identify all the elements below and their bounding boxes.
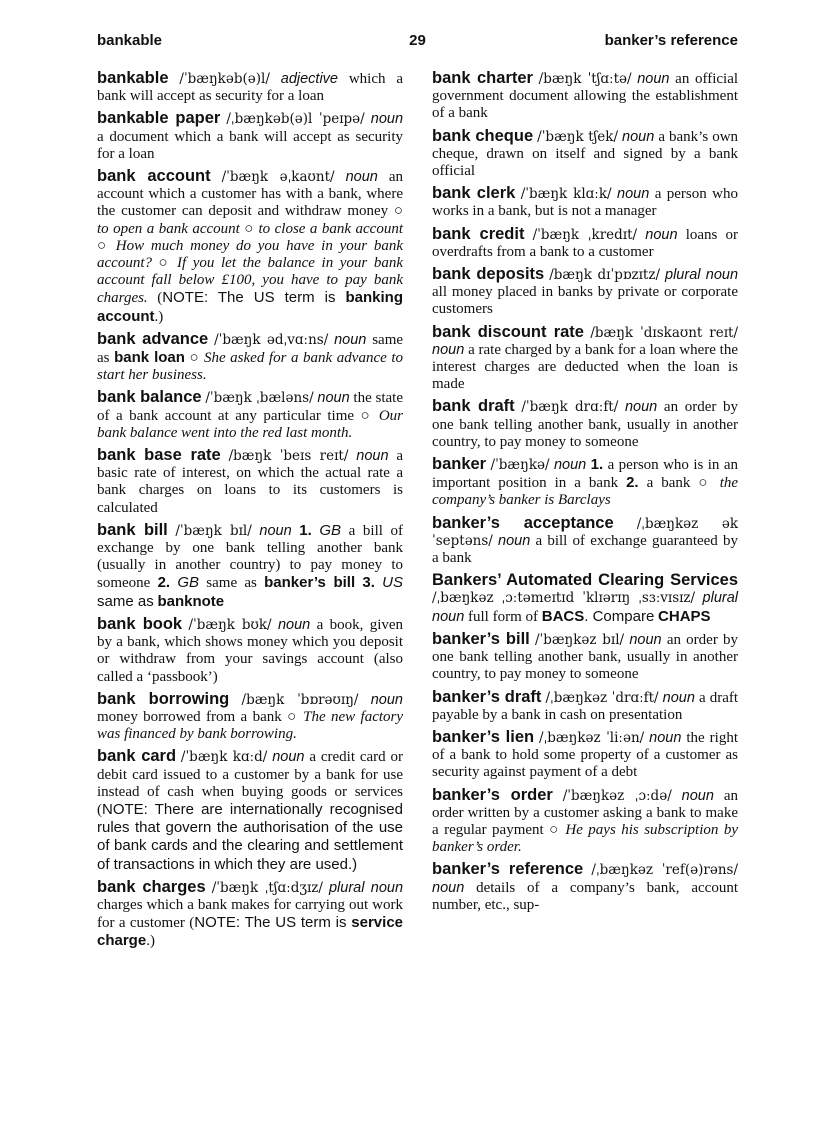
part-of-speech: noun — [649, 729, 682, 746]
example: He pays his subscription by banker’s order. — [432, 821, 738, 856]
headword: bank balance — [97, 388, 202, 407]
left-column — [97, 70, 403, 956]
entry-bank-charter — [432, 70, 738, 123]
headword: banker’s draft — [432, 687, 542, 706]
definition: a basic rate of interest, on which the actual rate a bank charges on loans to its customers is calculated — [97, 448, 404, 516]
headword: banker — [432, 455, 487, 474]
headword: bank book — [97, 614, 183, 633]
entry-bank-balance: bank balance /ˈbæŋk ˌbæləns/ noun the state of a bank account at any particular time ○ Our bank balance went into the red last month. — [97, 388, 403, 441]
page-number: 29 — [409, 32, 426, 49]
definition: a bill of exchange by one bank telling another bank (usually in another country) to pay money to someone — [97, 522, 403, 592]
cross-reference: banknote — [157, 592, 225, 610]
definition: same as — [206, 575, 257, 592]
region-label: US — [382, 574, 403, 592]
pronunciation: /bæŋk ˈtʃɑːtə/ — [538, 71, 632, 87]
part-of-speech: plural noun — [432, 590, 739, 625]
definition: a person who works in a bank, but is not a manager — [432, 186, 739, 220]
headword: bank borrowing — [97, 689, 230, 708]
entry-bank-cheque — [432, 128, 738, 181]
definition: a document which a bank will accept as security for a loan — [97, 128, 403, 162]
note-label: NOTE — [102, 800, 144, 818]
pronunciation: /ˈbæŋk bʊk/ — [188, 616, 272, 633]
part-of-speech: noun — [622, 128, 655, 145]
part-of-speech: noun — [432, 341, 465, 358]
entry-bank-credit — [432, 226, 738, 261]
sense-number: 2. — [626, 474, 639, 492]
pronunciation: /bæŋk ˈdɪskaʊnt reɪt/ — [590, 324, 739, 341]
definition: an order written by a customer asking a bank to make a regular payment — [432, 787, 739, 838]
sense-number: 1. — [590, 456, 604, 474]
note-text: : The US term is — [235, 914, 352, 932]
definition: an order by one bank telling another bank, usually in another country, to pay money to someone — [432, 631, 739, 683]
definition: same as — [97, 592, 154, 610]
part-of-speech: noun — [370, 691, 403, 708]
entry-bankers-order: banker’s order /ˈbæŋkəz ˌɔːdə/ noun an order written by a customer asking a bank to make a regular payment ○ He pays his subscription by banker’s order. — [432, 785, 739, 856]
headword: banker’s order — [432, 785, 553, 804]
entry-bank-base-rate — [97, 447, 403, 517]
headword: banker’s reference — [432, 860, 584, 879]
headword: banker’s lien — [432, 727, 535, 746]
pronunciation: /ˈbæŋk bɪl/ — [175, 522, 252, 539]
pronunciation: /ˌbæŋkəz ˌɔːtəmeɪtɪd ˈklɪərɪŋ ˌsɜːvɪsɪz/ — [432, 590, 696, 607]
definition: the right of a bank to hold some property of a customer as security against payment of a debt — [432, 729, 738, 781]
cross-reference: bank loan — [114, 349, 185, 367]
definition: a bill of exchange guaranteed by a bank — [432, 532, 738, 567]
sense-number: 3. — [362, 574, 375, 592]
definition: money borrowed from a bank — [97, 708, 282, 725]
pronunciation: /ˈbæŋk klɑːk/ — [520, 186, 612, 203]
pronunciation: /ˌbæŋkəz ˈliːən/ — [539, 729, 645, 746]
definition: a person who is in an important position in a bank — [432, 457, 739, 492]
note-close: .) — [146, 933, 155, 950]
right-guideword: banker’s reference — [604, 32, 738, 49]
entry-bankers-reference — [432, 861, 738, 914]
pronunciation: /ˈbæŋkəz bɪl/ — [534, 631, 625, 648]
headword: bank credit — [432, 224, 525, 243]
pronunciation: /ˌbæŋkəb(ə)l ˈpeɪpə/ — [226, 111, 365, 128]
definition: a credit card or debit card issued to a customer by a bank for use instead of cash when buying goods or services — [97, 749, 404, 800]
headword: banker’s acceptance — [432, 513, 614, 532]
part-of-speech: noun — [356, 448, 389, 465]
pronunciation: /ˈbæŋkəz ˌɔːdə/ — [562, 787, 672, 804]
part-of-speech: noun — [617, 186, 650, 203]
entry-bank-account: bank account /ˈbæŋk əˌkaʊnt/ noun an account which a customer has with a bank, where the customer can deposit and withdraw money ○ to open a bank account ○ to close a bank account ○ How much money do you have in your bank account? ○ If you let the balance in your bank account fall below £100, you have to pay bank charges. (NOTE: The US term is banking account.) — [97, 167, 404, 325]
headword: bank bill — [97, 520, 168, 539]
pronunciation: /ˈbæŋkə/ — [490, 457, 550, 474]
note-label: NOTE — [194, 914, 236, 932]
entry-bank-clerk — [432, 185, 738, 220]
region-label: GB — [177, 574, 200, 592]
entry-bank-borrowing: bank borrowing /bæŋk ˈbɒrəʊɪŋ/ noun money borrowed from a bank ○ The new factory was financed by bank borrowing. — [97, 689, 404, 743]
note-label: NOTE — [162, 289, 204, 307]
headword: bank charges — [97, 877, 206, 896]
headword: bankable — [97, 69, 169, 87]
part-of-speech: plural noun — [328, 879, 404, 896]
entry-bankers-lien — [432, 729, 738, 782]
left-guideword: bankable — [97, 32, 163, 49]
part-of-speech: adjective — [280, 71, 338, 87]
entry-bank-charges — [97, 879, 403, 951]
headword: bank deposits — [432, 265, 545, 284]
entry-bank-card — [97, 748, 403, 873]
definition: details of a company’s bank, account number, etc., sup- — [432, 879, 738, 913]
definition: an account which a customer has with a bank, where the customer can deposit and withdraw money — [97, 169, 404, 220]
pronunciation: /ˈbæŋk ˌtʃɑːdʒɪz/ — [211, 879, 323, 896]
cross-reference: banker’s bill — [264, 574, 356, 592]
headword: bank advance — [97, 329, 209, 348]
example: to open a bank account ○ to close a bank account ○ How much money do you have in your bank account? ○ If you let the balance in your bank account fall below £100, you have to pay bank charges. — [97, 220, 403, 307]
headword: bank clerk — [432, 184, 516, 203]
definition: an order by one bank telling another bank, usually in another country, to pay money to someone — [432, 399, 739, 450]
region-label: GB — [319, 521, 342, 539]
note-close: .) — [154, 308, 164, 325]
pronunciation: /bæŋk dɪˈpɒzɪtz/ — [549, 267, 660, 284]
sense-number: 1. — [299, 521, 312, 539]
definition: a bank’s own cheque, drawn on itself and signed by a bank official — [432, 128, 739, 180]
definition: a rate charged by a bank for a loan where the interest charges are deducted when the loan is made — [432, 341, 739, 393]
headword: bank card — [97, 747, 177, 766]
definition: full form of — [468, 608, 538, 625]
part-of-speech: noun — [345, 169, 378, 186]
note-open: ( — [97, 801, 102, 818]
cross-reference: CHAPS — [658, 607, 711, 625]
part-of-speech: noun — [259, 522, 292, 539]
part-of-speech: noun — [432, 879, 465, 896]
part-of-speech: noun — [662, 689, 695, 706]
headword: bank discount rate — [432, 322, 584, 341]
example: She asked for a bank advance to start her business. — [97, 350, 404, 384]
pronunciation: /ˈbæŋk əˌkaʊnt/ — [221, 169, 335, 186]
note-text: : The US term is — [203, 289, 346, 307]
definition: an official government document allowing the establishment of a bank — [432, 71, 739, 122]
headword: bank account — [97, 167, 211, 186]
entry-bankable-paper — [97, 110, 403, 163]
definition: the state of a bank account at any particular time — [97, 390, 403, 424]
pronunciation: /ˌbæŋkəz əkˈseptəns/ — [432, 515, 739, 549]
headword: bank base rate — [97, 446, 221, 465]
headword: banker’s bill — [432, 629, 530, 648]
part-of-speech: noun — [629, 631, 662, 648]
pronunciation: /ˈbæŋk tʃek/ — [537, 128, 619, 145]
part-of-speech: plural noun — [665, 267, 739, 284]
entry-bank-deposits — [432, 266, 738, 319]
pronunciation: /ˈbæŋk kɑːd/ — [180, 749, 268, 766]
part-of-speech: noun — [681, 787, 714, 804]
compare-text: . Compare — [584, 607, 655, 625]
definition: a bank — [646, 475, 691, 492]
note-text: : There are internationally recognised rules that govern the authorisation of the use of bank cards and the clearing and settlement of transactions in which they are used.) — [97, 800, 403, 873]
entry-bankers-automated-clearing-services — [432, 572, 738, 626]
part-of-speech: noun — [370, 111, 404, 128]
part-of-speech: noun — [277, 616, 311, 633]
example: The new factory was financed by bank borrowing. — [97, 708, 404, 743]
definition: same as — [97, 331, 404, 367]
part-of-speech: noun — [272, 749, 305, 766]
entry-bankers-bill — [432, 631, 738, 684]
headword: bank cheque — [432, 126, 534, 145]
entry-bank-advance: bank advance /ˈbæŋk ədˌvɑːns/ noun same as bank loan ○ She asked for a bank advance to start her business. — [97, 329, 404, 384]
pronunciation: /ˈbæŋk ˌbæləns/ — [205, 390, 314, 407]
pronunciation: /bæŋk ˈbɒrəʊɪŋ/ — [241, 691, 359, 708]
entry-bankers-acceptance — [432, 515, 738, 568]
definition: which a bank will accept as security for a loan — [97, 71, 404, 105]
example: Our bank balance went into the red last month. — [97, 407, 403, 441]
headword: bank draft — [432, 397, 515, 416]
pronunciation: /ˈbæŋk ədˌvɑːns/ — [214, 331, 329, 348]
part-of-speech: noun — [624, 399, 658, 416]
note-open: ( — [157, 290, 163, 307]
part-of-speech: noun — [317, 390, 350, 407]
definition: a draft payable by a bank in cash on presentation — [432, 689, 739, 723]
headword: bankable paper — [97, 109, 221, 128]
cross-reference: BACS — [541, 607, 585, 625]
definition: a book, given by a bank, which shows money which you deposit or withdraw from your savings account (also called a ‘passbook’) — [97, 616, 404, 685]
definition: charges which a bank makes for carrying out work for a customer — [97, 896, 403, 932]
right-column — [432, 70, 738, 919]
part-of-speech: noun — [553, 457, 587, 474]
cross-reference: banking account — [97, 289, 403, 325]
entry-bankers-draft — [432, 689, 738, 724]
pronunciation: /ˌbæŋkəz ˈdrɑːft/ — [545, 689, 659, 706]
sense-number: 2. — [157, 574, 171, 592]
definition: loans or overdrafts from a bank to a customer — [432, 226, 739, 260]
cross-reference: service charge — [97, 914, 403, 950]
entry-bank-book — [97, 616, 403, 686]
headword: Bankers’ Automated Clearing Services — [432, 571, 738, 590]
pronunciation: /ˈbæŋkəb(ə)l/ — [179, 71, 270, 87]
note-open: ( — [189, 915, 195, 932]
pronunciation: /ˌbæŋkəz ˈref(ə)rəns/ — [591, 862, 738, 879]
pronunciation: /ˈbæŋk drɑːft/ — [521, 399, 619, 416]
pronunciation: /ˈbæŋk ˌkredɪt/ — [532, 226, 638, 243]
entry-bank-discount-rate — [432, 324, 738, 394]
entry-bank-draft — [432, 398, 738, 451]
entry-bank-bill — [97, 522, 403, 611]
running-head — [97, 32, 738, 54]
example: the company’s banker is Barclays — [432, 475, 739, 509]
part-of-speech: noun — [334, 331, 367, 348]
part-of-speech: noun — [498, 532, 531, 549]
definition: all money placed in banks by private or corporate customers — [432, 284, 738, 318]
pronunciation: /bæŋk ˈbeɪs reɪt/ — [228, 448, 349, 465]
headword: bank charter — [432, 69, 533, 87]
entry-bankable — [97, 70, 403, 105]
part-of-speech: noun — [637, 71, 670, 87]
part-of-speech: noun — [645, 226, 678, 243]
entry-banker: banker /ˈbæŋkə/ noun 1. a person who is in an important position in a bank 2. a bank ○ the company’s banker is Barclays — [432, 455, 739, 509]
